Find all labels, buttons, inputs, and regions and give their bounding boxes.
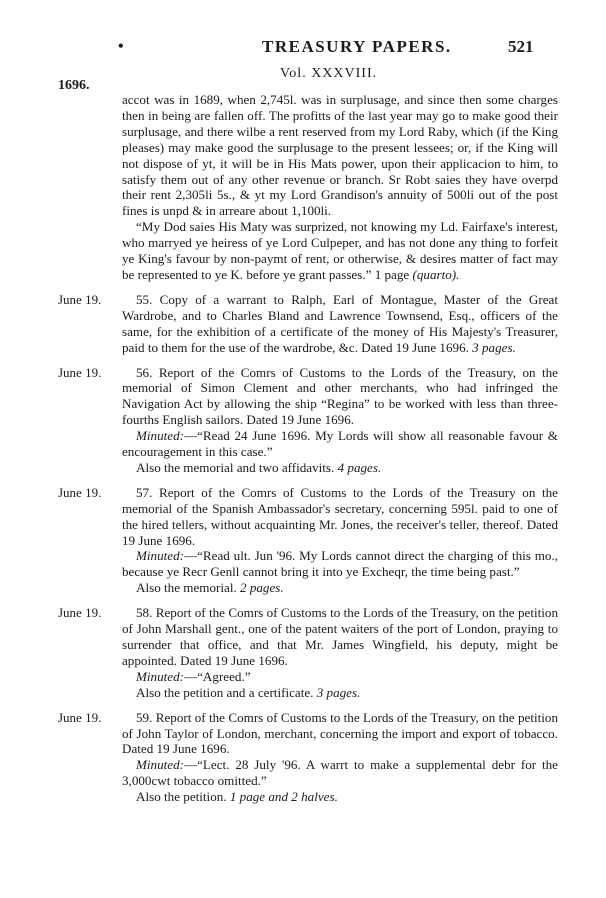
- minuted-note: [122, 669, 558, 685]
- also-text: Also the memorial and two affidavits.: [136, 459, 335, 475]
- running-head-title: TREASURY PAPERS.: [262, 37, 452, 56]
- entry-date: June 19.: [58, 709, 102, 725]
- entry-continuation: [58, 92, 558, 283]
- entry-text: [122, 485, 558, 596]
- minuted-text: —“Read 24 June 1696. My Lords will show all reasonable favour & encouragement in this case.”: [122, 428, 558, 460]
- minuted-text: —“Read ult. Jun '96. My Lords cannot direct the charging of this mo., because ye Recr Genll cannot bring it into ye Excheqr, the time being past.”: [122, 548, 558, 580]
- quoted-text: “My Dod saies His Maty was surprized, not knowing my Ld. Fairfaxe's interest, who marryed ye heiress of ye Lord Culpeper, and has not done any thing to forfeit ye King's favour by non-paymt of rent, or otherwise, & desires matter of fact may be represented to ye K. before ye grant passes.”: [122, 219, 558, 282]
- entry-paragraph: [122, 292, 558, 356]
- minuted-note: [122, 428, 558, 460]
- page-count: 2 pages.: [240, 580, 284, 596]
- page-count: 3 pages.: [316, 684, 361, 700]
- entry-date: June 19.: [58, 364, 102, 380]
- entry-description: 57. Report of the Comrs of Customs to the Lords of the Treasury on the memorial of the Spanish Ambassador's secretary, concerning 595l. paid to one of the hired tellers, without acquainting Mr. Jones, the receiver's teller, thereof. Dated 19 June 1696.: [122, 484, 558, 548]
- minuted-text: —“Lect. 28 July '96. A warrt to make a supplemental debr for the 3,000cwt tobacco omitted.”: [122, 757, 558, 789]
- minuted-label: Minuted:: [136, 757, 184, 773]
- page-count: 3 pages.: [472, 339, 516, 355]
- entry-text: [122, 365, 558, 476]
- minuted-label: Minuted:: [136, 668, 184, 684]
- minuted-label: Minuted:: [136, 428, 184, 444]
- also-note: [122, 789, 558, 805]
- running-head-marker: •: [118, 38, 124, 55]
- entry-57: [58, 485, 558, 596]
- running-head: [0, 36, 606, 60]
- document-body: [58, 92, 558, 814]
- margin-year: 1696.: [58, 78, 90, 93]
- entry-text: [122, 605, 558, 700]
- minuted-text: —“Agreed.”: [184, 668, 251, 684]
- entry-55: [58, 292, 558, 356]
- entry-58: [58, 605, 558, 700]
- entry-text: [122, 292, 558, 356]
- page-number: 521: [508, 37, 534, 56]
- also-note: [122, 460, 558, 476]
- entry-description: 55. Copy of a warrant to Ralph, Earl of Montague, Master of the Great Wardrobe, and to Charles Bland and Lawrence Townsend, Esq., officers of the same, for the exhibition of a certificate of the money of His Majesty's Treasurer, paid to them for the use of the wardrobe, &c. Dated 19 June 1696.: [122, 291, 558, 355]
- continuation-paragraph: accot was in 1689, when 2,745l. was in surplusage, and since then some charges then in being are fallen off. The profitts of the last year may go to make good their surplusage, and there wilbe a rent reserved from my Lord Raby, which (if the King pleases) may make good the surplusage to the present lessees; or, if the King will not dispose of yt, it will be in His Mats power, upon their applicacion to him, to satisfy them out of any other revenue or branch. Sr Robt saies they have overpd their rent 2,305li 5s., & yt my Lord Grandison's annuity of 500li out of the post fines is unpd & in arreare about 1,100li.: [122, 92, 558, 219]
- continuation-paragraph: [122, 219, 558, 283]
- page-count: 4 pages.: [337, 459, 382, 475]
- entry-date: June 19.: [58, 291, 102, 307]
- minuted-note: [122, 757, 558, 789]
- volume-heading: Vol. XXXVIII.: [280, 66, 378, 81]
- entry-description: 58. Report of the Comrs of Customs to the Lords of the Treasury, on the petition of John Marshall gent., one of the patent waiters of the port of London, praying to surrender that office, and that Mr. James Wingfield, his deputy, might be appointed. Dated 19 June 1696.: [122, 605, 558, 668]
- also-text: Also the petition and a certificate.: [136, 684, 314, 700]
- page-count: 1 page and 2 halves.: [229, 789, 338, 805]
- entry-text: [122, 92, 558, 283]
- also-text: Also the memorial.: [136, 580, 237, 596]
- entry-56: [58, 365, 558, 476]
- entry-text: [122, 710, 558, 805]
- page-format: (quarto).: [412, 266, 460, 282]
- entry-59: [58, 710, 558, 805]
- also-note: [122, 685, 558, 701]
- entry-date: June 19.: [58, 484, 102, 500]
- minuted-label: Minuted:: [136, 548, 184, 564]
- minuted-note: [122, 548, 558, 580]
- also-text: Also the petition.: [136, 789, 227, 805]
- entry-date: June 19.: [58, 605, 102, 621]
- volume-line: [0, 66, 606, 93]
- entry-description: 56. Report of the Comrs of Customs to the Lords of the Treasury, on the memorial of Simon Clement and other merchants, who had infringed the Navigation Act by allowing the ship “Regina” to be worked with less than three-fourths English sailors. Dated 19 June 1696.: [122, 364, 558, 428]
- page-count: 1 page: [374, 266, 410, 282]
- also-note: [122, 580, 558, 596]
- entry-description: 59. Report of the Comrs of Customs to the Lords of the Treasury, on the petition of John Taylor of London, merchant, concerning the import and export of tobacco. Dated 19 June 1696.: [122, 709, 558, 757]
